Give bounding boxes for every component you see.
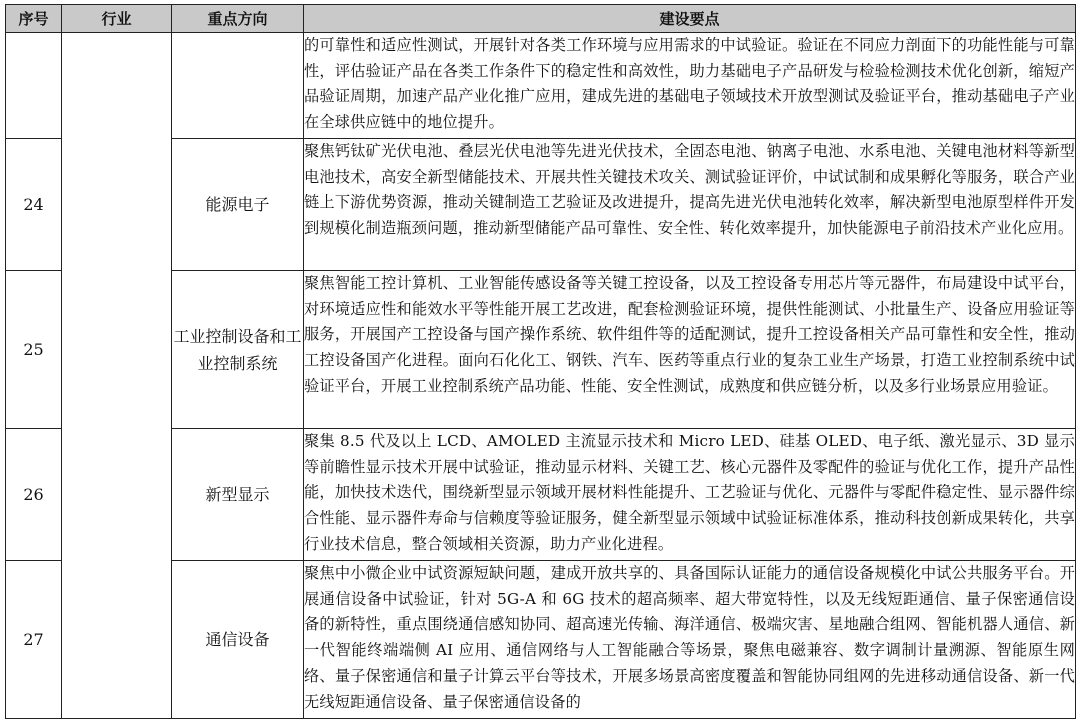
header-key-direction: 重点方向 [172,5,304,33]
row-number [6,33,62,139]
row-direction [172,33,304,139]
industry-cell [62,33,172,719]
row-construction-points: 聚焦智能工控计算机、工业智能传感设备等关键工控设备，以及工控设备专用芯片等元器件，布局建设中试平台，对环境适应性和能效水平等性能开展工艺改进，配套检测验证环境，提供性能测试、小批量生产、设备应用验证等服务，开展国产工控设备与国产操作系统、软件组件等的适配测试，提升工控设备相关产品可靠性和安全性，推动工控设备国产化进程。面向石化化工、钢铁、汽车、医药等重点行业的复杂工业生产场景，打造工业控制系统中试验证平台，开展工业控制系统产品功能、性能、安全性测试，成熟度和供应链分析，以及多行业场景应用验证。 [304,271,1076,429]
table-header-row [6,5,1076,33]
row-direction: 工业控制设备和工业控制系统 [172,271,304,429]
row-direction: 能源电子 [172,139,304,271]
header-industry: 行业 [62,5,172,33]
header-construction-points: 建设要点 [304,5,1076,33]
row-number: 26 [6,429,62,561]
row-construction-points: 聚焦钙钛矿光伏电池、叠层光伏电池等先进光伏技术，全固态电池、钠离子电池、水系电池、关键电池材料等新型电池技术，高安全新型储能技术、开展共性关键技术攻关、测试验证评价，中试试制和成果孵化等服务，联合产业链上下游优势资源，推动关键制造工艺验证及改进提升，提高先进光伏电池转化效率，解决新型电池原型样件开发到规模化制造瓶颈问题，推动新型储能产品可靠性、安全性、转化效率提升，加快能源电子前沿技术产业化应用。 [304,139,1076,271]
row-construction-points: 的可靠性和适应性测试，开展针对各类工作环境与应用需求的中试验证。验证在不同应力剖面下的功能性能与可靠性，评估验证产品在各类工作条件下的稳定性和高效性，助力基础电子产品研发与检验检测技术优化创新，缩短产品验证周期，加速产品产业化推广应用，建成先进的基础电子领域技术开放型测试及验证平台，推动基础电子产业在全球供应链中的地位提升。 [304,33,1076,139]
key-directions-table [5,4,1076,719]
table-row [6,33,1076,139]
row-construction-points: 聚焦中小微企业中试资源短缺问题，建成开放共享的、具备国际认证能力的通信设备规模化中试公共服务平台。开展通信设备中试验证，针对 5G-A 和 6G 技术的超高频率、超大带宽特性，以及无线短距通信、量子保密通信设备的新特性，重点围绕通信感知协同、超高速光传输、海洋通信、极端灾害、星地融合组网、智能机器人通信、新一代智能终端端侧 AI 应用、通信网络与人工智能融合等场景，聚焦电磁兼容、数字调制计量溯源、智能原生网络、量子保密通信和量子计算云平台等技术，开展多场景高密度覆盖和智能协同组网的先进移动通信设备、新一代无线短距通信设备、量子保密通信设备的 [304,561,1076,719]
row-construction-points: 聚集 8.5 代及以上 LCD、AMOLED 主流显示技术和 Micro LED、硅基 OLED、电子纸、激光显示、3D 显示等前瞻性显示技术开展中试验证，推动显示材料、关键工艺、核心元器件及零配件的验证与优化工作，提升产品性能，加快技术迭代，围绕新型显示领域开展材料性能提升、工艺验证与优化、元器件与零配件稳定性、显示器件综合性能、显示器件寿命与信赖度等验证服务，健全新型显示领域中试验证标准体系，推动科技创新成果转化，共享行业技术信息，整合领域相关资源，助力产业化进程。 [304,429,1076,561]
row-direction: 新型显示 [172,429,304,561]
header-serial-number: 序号 [6,5,62,33]
row-number: 24 [6,139,62,271]
row-number: 25 [6,271,62,429]
row-direction: 通信设备 [172,561,304,719]
row-number: 27 [6,561,62,719]
